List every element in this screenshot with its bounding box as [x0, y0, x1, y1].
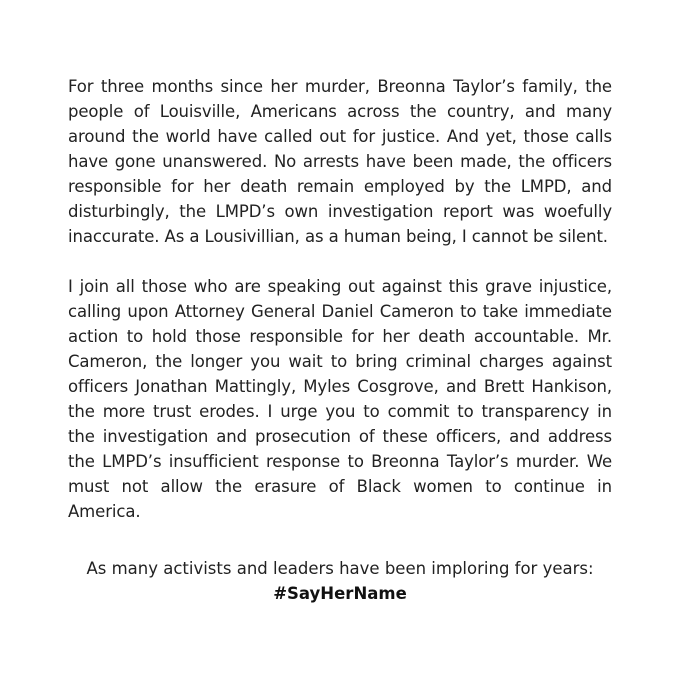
hashtag: #SayHerName [273, 584, 407, 603]
paragraph-1: For three months since her murder, Breonna Taylor’s family, the people of Louisville, Americans across the country, and many around the world have called out for justice. And yet, those calls have gone unanswered. No arrests have been made, the officers responsible for her death remain employed by the LMPD, and disturbingly, the LMPD’s own investigation report was woefully inaccurate. As a Lousivillian, as a human being, I cannot be silent. [68, 77, 612, 246]
closing-line: As many activists and leaders have been imploring for years: [86, 559, 594, 578]
closing-block [68, 556, 612, 606]
paragraph-2: I join all those who are speaking out against this grave injustice, calling upon Attorney General Daniel Cameron to take immediate action to hold those responsible for her death accountable. Mr. Cameron, the longer you wait to bring criminal charges against officers Jonathan Mattingly, Myles Cosgrove, and Brett Hankison, the more trust erodes. I urge you to commit to transparency in the investigation and prosecution of these officers, and address the LMPD’s insufficient response to Breonna Taylor’s murder. We must not allow the erasure of Black women to continue in America. [68, 277, 612, 521]
